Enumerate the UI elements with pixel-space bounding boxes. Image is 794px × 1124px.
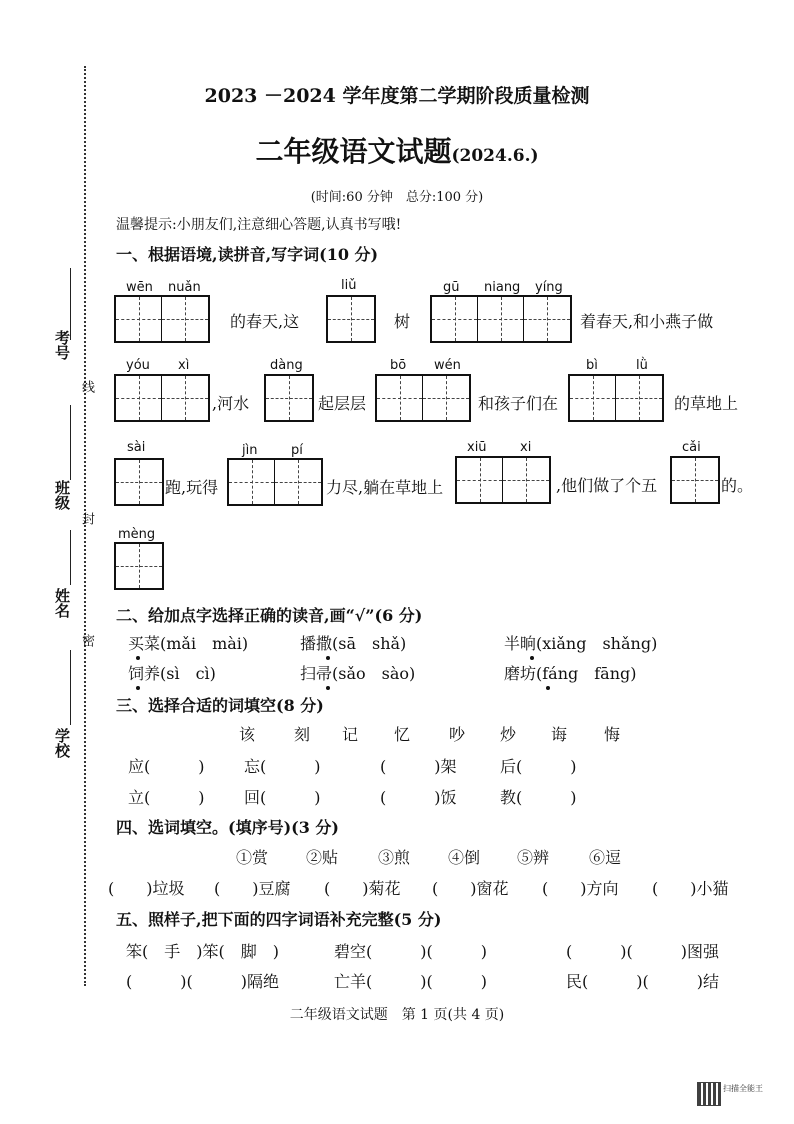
q1-title: 一、根据语境,读拼音,写字词(10 分) <box>116 245 379 264</box>
emphasis-dot <box>326 686 330 690</box>
exam-no-underline <box>70 268 71 340</box>
q2-item[interactable]: 磨坊(fáng fāng) <box>504 664 637 683</box>
context-text: 着春天,和小燕子做 <box>580 312 714 331</box>
q2-item[interactable]: 扫帚(sǎo sào) <box>300 664 416 683</box>
q4-option: ②贴 <box>306 848 339 867</box>
tip-text: 温馨提示:小朋友们,注意细心答题,认真书写哦! <box>116 217 402 233</box>
writing-grid[interactable] <box>114 542 164 590</box>
exam-title-main: 二年级语文试题 <box>255 135 452 168</box>
q4-blank[interactable]: ( )窗花 <box>432 879 509 898</box>
context-text: 的。 <box>721 476 754 495</box>
q3-blank[interactable]: 教( ) <box>500 788 577 807</box>
q4-option: ⑤辨 <box>517 848 550 867</box>
q3-blank[interactable]: 后( ) <box>500 757 577 776</box>
q4-blank[interactable]: ( )方向 <box>542 879 619 898</box>
pinyin: bō <box>390 358 407 373</box>
writing-grid[interactable] <box>227 458 323 506</box>
pinyin: xi <box>520 440 532 455</box>
school-label: 学校 <box>53 728 71 758</box>
writing-grid[interactable] <box>114 295 210 343</box>
pinyin: lǜ <box>636 358 648 373</box>
writing-grid[interactable] <box>430 295 572 343</box>
q5-item[interactable]: 笨( 手 )笨( 脚 ) <box>126 942 279 961</box>
q3-word: 吵 <box>449 725 466 744</box>
emphasis-dot <box>136 656 140 660</box>
page-footer: 二年级语文试题 第 1 页(共 4 页) <box>289 1007 505 1023</box>
q3-blank[interactable]: ( )架 <box>380 757 457 776</box>
context-text: 和孩子们在 <box>478 394 559 413</box>
pinyin: liǔ <box>341 278 357 293</box>
pinyin: cǎi <box>682 440 701 455</box>
writing-grid[interactable] <box>114 458 164 506</box>
q4-blank[interactable]: ( )豆腐 <box>214 879 291 898</box>
emphasis-dot <box>530 656 534 660</box>
q4-option: ⑥逗 <box>589 848 622 867</box>
class-label: 班级 <box>53 480 71 510</box>
seal-seal-char: 封 <box>79 512 94 525</box>
context-text: 的草地上 <box>674 394 739 413</box>
qr-code-icon <box>697 1082 721 1106</box>
context-text: 的春天,这 <box>230 312 300 331</box>
q4-blank[interactable]: ( )菊花 <box>324 879 401 898</box>
q2-item[interactable]: 饲养(sì cì) <box>128 664 216 683</box>
time-score: (时间:60 分钟 总分:100 分) <box>310 190 484 205</box>
q3-word: 诲 <box>551 725 568 744</box>
q4-option: ③煎 <box>378 848 411 867</box>
q4-blank[interactable]: ( )垃圾 <box>108 879 185 898</box>
context-text: 起层层 <box>318 394 367 413</box>
q3-word: 悔 <box>604 725 621 744</box>
context-text: 力尽,躺在草地上 <box>326 478 444 497</box>
q4-option: ①赏 <box>236 848 269 867</box>
pinyin: xiū <box>467 440 487 455</box>
q3-blank[interactable]: 忘( ) <box>244 757 321 776</box>
pinyin: wén <box>434 358 461 373</box>
q5-item[interactable]: ( )( )隔绝 <box>126 972 279 991</box>
pinyin: xì <box>178 358 190 373</box>
pinyin: jìn <box>242 443 258 458</box>
q5-title: 五、照样子,把下面的四字词语补充完整(5 分) <box>116 910 442 929</box>
pinyin: yíng <box>535 280 563 295</box>
pinyin: nuǎn <box>168 280 201 295</box>
pinyin: mèng <box>118 527 156 542</box>
name-label: 姓名 <box>53 588 71 618</box>
q3-blank[interactable]: ( )饭 <box>380 788 457 807</box>
exam-date: (2024.6.) <box>451 146 539 166</box>
q5-item[interactable]: 民( )( )结 <box>566 972 719 991</box>
context-text: ,他们做了个五 <box>556 476 658 495</box>
q4-title: 四、选词填空。(填序号)(3 分) <box>116 818 339 837</box>
q5-item[interactable]: ( )( )图强 <box>566 942 719 961</box>
q3-blank[interactable]: 立( ) <box>128 788 205 807</box>
pinyin: gū <box>443 280 460 295</box>
pinyin: pí <box>291 443 303 458</box>
q3-blank[interactable]: 应( ) <box>128 757 205 776</box>
pinyin: sài <box>127 440 146 455</box>
pinyin: yóu <box>126 358 150 373</box>
q2-item[interactable]: 播撒(sā shǎ) <box>300 634 407 653</box>
pinyin: bì <box>586 358 598 373</box>
context-text: 跑,玩得 <box>165 478 219 497</box>
writing-grid[interactable] <box>568 374 664 422</box>
q4-blank[interactable]: ( )小猫 <box>652 879 729 898</box>
q5-item[interactable]: 碧空( )( ) <box>334 942 487 961</box>
emphasis-dot <box>136 686 140 690</box>
q2-item[interactable]: 半晌(xiǎng shǎng) <box>504 634 658 653</box>
scanner-watermark: 扫描全能王 <box>723 1084 763 1093</box>
q5-item[interactable]: 亡羊( )( ) <box>334 972 487 991</box>
q3-word: 记 <box>342 725 359 744</box>
q3-title: 三、选择合适的词填空(8 分) <box>116 696 324 715</box>
pinyin: wēn <box>126 280 153 295</box>
writing-grid[interactable] <box>670 456 720 504</box>
school-underline <box>70 650 71 725</box>
context-text: 树 <box>394 312 411 331</box>
q2-title: 二、给加点字选择正确的读音,画“√”(6 分) <box>116 606 423 625</box>
q3-blank[interactable]: 回( ) <box>244 788 321 807</box>
writing-grid[interactable] <box>264 374 314 422</box>
exam-no-label: 考号 <box>53 330 71 360</box>
emphasis-dot <box>546 686 550 690</box>
writing-grid[interactable] <box>114 374 210 422</box>
q3-word: 忆 <box>394 725 411 744</box>
q4-option: ④倒 <box>448 848 481 867</box>
q3-word: 炒 <box>500 725 517 744</box>
q2-item[interactable]: 买菜(mǎi mài) <box>128 634 249 653</box>
emphasis-dot <box>326 656 330 660</box>
seal-secret-char: 密 <box>79 634 94 647</box>
q3-word: 刻 <box>294 725 311 744</box>
exam-title <box>0 135 794 173</box>
pinyin: dàng <box>270 358 303 373</box>
writing-grid[interactable] <box>375 374 471 422</box>
seal-line-char: 线 <box>79 380 94 393</box>
name-underline <box>70 530 71 585</box>
context-text: ,河水 <box>212 394 250 413</box>
pinyin: niang <box>484 280 521 295</box>
writing-grid[interactable] <box>326 295 376 343</box>
q3-word: 该 <box>239 725 256 744</box>
exam-heading: 2023 －2024 学年度第二学期阶段质量检测 <box>204 85 590 107</box>
writing-grid[interactable] <box>455 456 551 504</box>
class-underline <box>70 405 71 480</box>
